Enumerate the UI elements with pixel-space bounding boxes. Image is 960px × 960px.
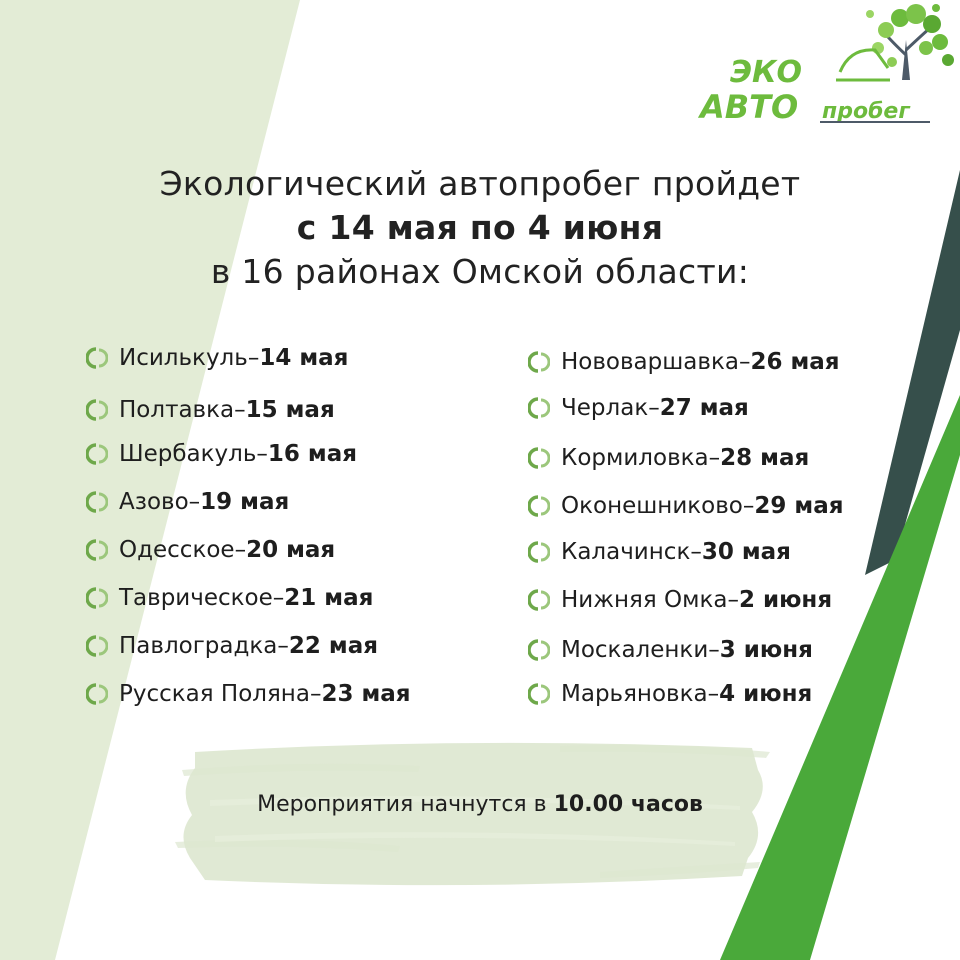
eco-ring-icon (528, 541, 550, 563)
district-name: Оконешниково (561, 493, 743, 519)
schedule-item (528, 539, 791, 565)
visit-date: 2 июня (738, 587, 833, 613)
visit-date: 27 мая (659, 395, 749, 421)
visit-date: 19 мая (200, 489, 290, 515)
schedule-item (528, 349, 840, 375)
start-time-note (0, 792, 960, 817)
schedule-item (86, 537, 335, 563)
dash: – (727, 587, 739, 613)
schedule-item (528, 445, 809, 471)
eco-ring-icon (86, 347, 108, 369)
schedule-item (86, 397, 335, 423)
eco-ring-icon (86, 491, 108, 513)
dash: – (272, 585, 285, 611)
start-time-value: 10.00 часов (553, 792, 703, 817)
eco-ring-icon (528, 639, 550, 661)
dash: – (234, 537, 247, 563)
district-name: Исилькуль (119, 345, 248, 371)
schedule-item (86, 633, 378, 659)
visit-date: 23 мая (321, 681, 411, 707)
dash: – (234, 397, 246, 423)
visit-date: 15 мая (245, 397, 335, 423)
eco-ring-icon (528, 351, 550, 373)
district-name: Нижняя Омка (561, 587, 728, 613)
visit-date: 28 мая (720, 445, 810, 471)
schedule-item (528, 681, 812, 707)
eco-ring-icon (86, 635, 108, 657)
visit-date: 3 июня (719, 637, 813, 663)
schedule-item (528, 493, 844, 519)
dash: – (690, 539, 702, 565)
eco-ring-icon (86, 539, 108, 561)
district-name: Павлоградка (119, 633, 278, 659)
district-name: Марьяновка (561, 681, 708, 707)
eco-ring-icon (528, 447, 550, 469)
visit-date: 22 мая (288, 633, 378, 659)
dash: – (247, 345, 260, 371)
district-name: Черлак (561, 395, 649, 421)
visit-date: 14 мая (259, 345, 349, 371)
dash: – (742, 493, 755, 519)
eco-autoprobeg-logo (690, 0, 960, 135)
headline-line-1: Экологический автопробег пройдет (159, 164, 801, 203)
dash: – (309, 681, 322, 707)
visit-date: 21 мая (284, 585, 374, 611)
visit-date: 29 мая (754, 493, 844, 519)
district-name: Калачинск (561, 539, 691, 565)
district-name: Нововаршавка (561, 349, 739, 375)
schedule-item (528, 587, 832, 613)
eco-ring-icon (86, 587, 108, 609)
dash: – (708, 637, 720, 663)
visit-date: 30 мая (701, 539, 791, 565)
headline (0, 162, 960, 294)
eco-ring-icon (528, 683, 550, 705)
logo-probeg: пробег (822, 99, 910, 124)
dash: – (738, 349, 751, 375)
green-stripe (720, 395, 960, 960)
dash: – (708, 445, 721, 471)
schedule-item (86, 345, 348, 371)
district-name: Таврическое (119, 585, 273, 611)
visit-date: 26 мая (750, 349, 840, 375)
eco-ring-icon (528, 397, 550, 419)
district-name: Азово (119, 489, 189, 515)
eco-ring-icon (86, 399, 108, 421)
visit-date: 16 мая (267, 441, 357, 467)
district-name: Одесское (119, 537, 235, 563)
dash: – (648, 395, 660, 421)
district-name: Москаленки (561, 637, 709, 663)
district-name: Кормиловка (561, 445, 709, 471)
dash: – (188, 489, 201, 515)
dash: – (707, 681, 720, 707)
logo-eko: ЭКО (730, 55, 803, 90)
district-name: Шербакуль (119, 441, 257, 467)
visit-date: 4 июня (719, 681, 813, 707)
schedule-item (528, 637, 813, 663)
eco-ring-icon (528, 495, 550, 517)
eco-ring-icon (86, 443, 108, 465)
headline-line-3: в 16 районах Омской области: (210, 252, 750, 291)
schedule-item (86, 585, 373, 611)
eco-ring-icon (86, 683, 108, 705)
car-icon (836, 50, 890, 80)
visit-date: 20 мая (246, 537, 336, 563)
dash: – (256, 441, 268, 467)
tree-icon (866, 4, 954, 80)
schedule-item (86, 681, 411, 707)
district-name: Полтавка (119, 397, 235, 423)
headline-dates: с 14 мая по 4 июня (296, 208, 664, 247)
district-name: Русская Поляна (119, 681, 310, 707)
start-time-text: Мероприятия начнутся в (257, 792, 554, 817)
logo-avto: АВТО (700, 88, 799, 126)
eco-ring-icon (528, 589, 550, 611)
schedule-item (528, 395, 749, 421)
schedule-item (86, 489, 289, 515)
schedule-item (86, 441, 357, 467)
dash: – (277, 633, 289, 659)
